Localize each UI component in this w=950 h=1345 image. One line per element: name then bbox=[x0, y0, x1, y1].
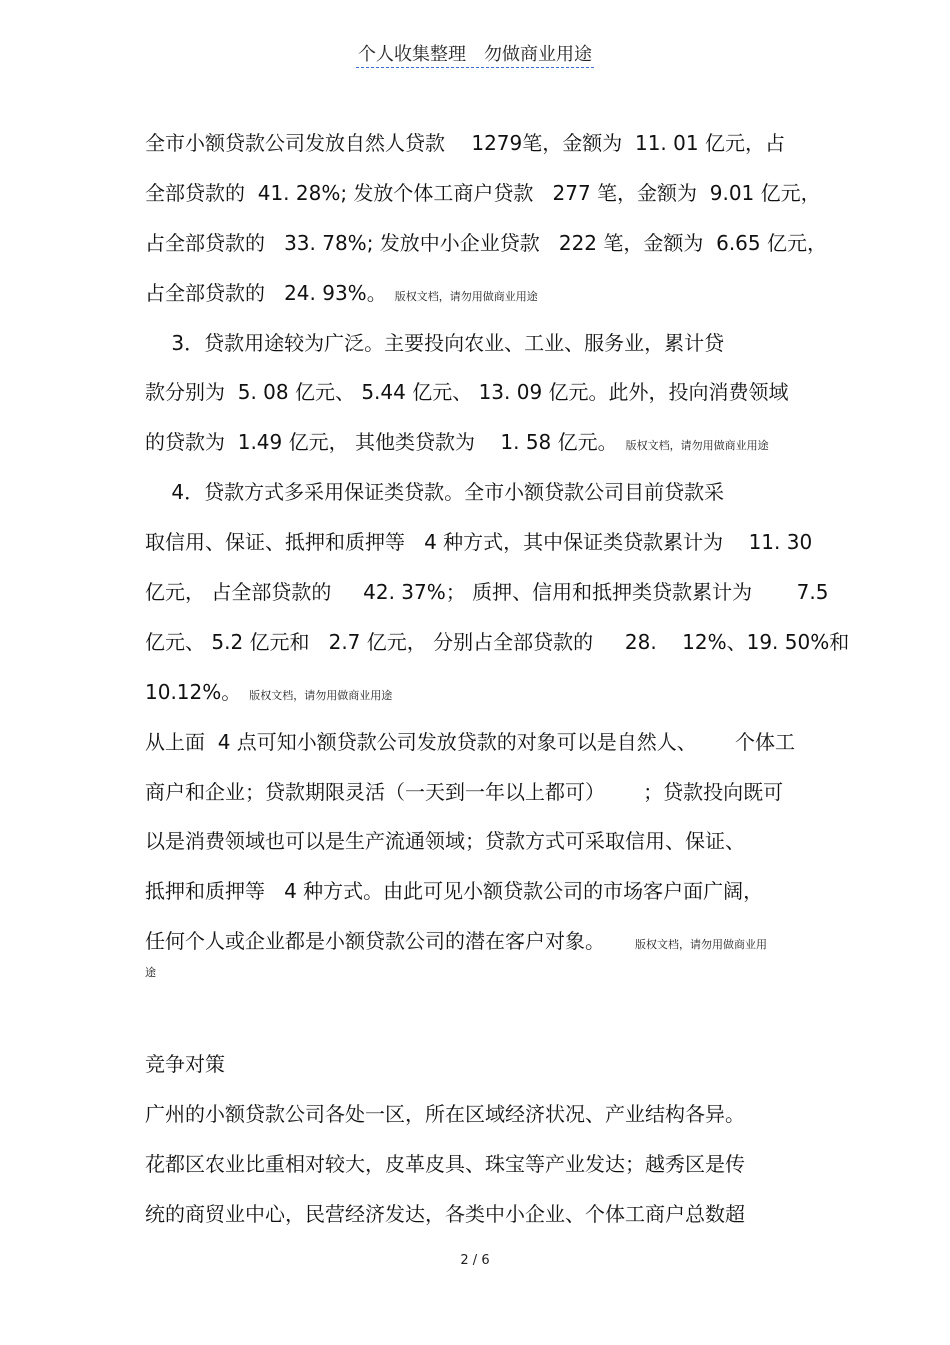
text-line: 从上面 4 点可知小额贷款公司发放贷款的对象可以是自然人、 个体工 bbox=[145, 730, 795, 754]
text-line: 全部贷款的 41. 28%; 发放个体工商户贷款 277 笔，金额为 9.01 亿元， bbox=[145, 181, 821, 205]
text-line-content: 10.12%。 bbox=[145, 680, 242, 704]
text-line-wrap: 途 bbox=[145, 966, 156, 979]
text-line: 以是消费领域也可以是生产流通领域；贷款方式可采取信用、保证、 bbox=[145, 829, 745, 853]
text-line: 占全部贷款的 33. 78%; 发放中小企业贷款 222 笔，金额为 6.65 亿元， bbox=[145, 231, 827, 255]
copyright-note: 版权文档，请勿用做商业用途 bbox=[625, 439, 769, 452]
text-line: 全市小额贷款公司发放自然人贷款 1279笔，金额为 11. 01 亿元，占 bbox=[145, 131, 785, 155]
header-text: 个人收集整理 勿做商业用途 bbox=[356, 44, 594, 68]
text-line-content: 的贷款为 1.49 亿元， 其他类贷款为 1. 58 亿元。 bbox=[145, 430, 618, 454]
text-line: 商户和企业；贷款期限灵活（一天到一年以上都可） ；贷款投向既可 bbox=[145, 780, 784, 804]
text-line: 广州的小额贷款公司各处一区，所在区域经济状况、产业结构各异。 bbox=[145, 1102, 745, 1126]
text-line: 抵押和质押等 4 种方式。由此可见小额贷款公司的市场客户面广阔， bbox=[145, 879, 764, 903]
copyright-note: 版权文档，请勿用做商业用途 bbox=[394, 290, 538, 303]
page-header bbox=[0, 40, 950, 66]
text-line bbox=[145, 929, 767, 957]
page-number: 2 / 6 bbox=[460, 1253, 490, 1268]
text-line: 4．贷款方式多采用保证类贷款。全市小额贷款公司目前贷款采 bbox=[145, 480, 725, 504]
text-line: 统的商贸业中心，民营经济发达，各类中小企业、个体工商户总数超 bbox=[145, 1202, 745, 1226]
text-line bbox=[145, 430, 769, 458]
text-line: 3．贷款用途较为广泛。主要投向农业、工业、服务业，累计贷 bbox=[145, 331, 725, 355]
text-line: 款分别为 5. 08 亿元、 5.44 亿元、 13. 09 亿元。此外，投向消费领域 bbox=[145, 380, 789, 404]
text-line: 亿元， 占全部贷款的 42. 37%； 质押、信用和抵押类贷款累计为 7.5 bbox=[145, 580, 829, 604]
section-heading: 竞争对策 bbox=[145, 1052, 225, 1076]
text-line bbox=[145, 680, 392, 708]
text-line: 花都区农业比重相对较大，皮革皮具、珠宝等产业发达；越秀区是传 bbox=[145, 1152, 745, 1176]
text-line: 亿元、 5.2 亿元和 2.7 亿元， 分别占全部贷款的 28. 12%、19. 50%和 bbox=[145, 630, 850, 654]
text-line-content: 占全部贷款的 24. 93%。 bbox=[145, 281, 387, 305]
text-line-content: 任何个人或企业都是小额贷款公司的潜在客户对象。 bbox=[145, 929, 605, 953]
text-line bbox=[145, 281, 538, 309]
text-line: 取信用、保证、抵押和质押等 4 种方式，其中保证类贷款累计为 11. 30 bbox=[145, 530, 813, 554]
copyright-note: 版权文档，请勿用做商业用途 bbox=[249, 689, 393, 702]
copyright-note: 版权文档，请勿用做商业用 bbox=[635, 938, 767, 951]
